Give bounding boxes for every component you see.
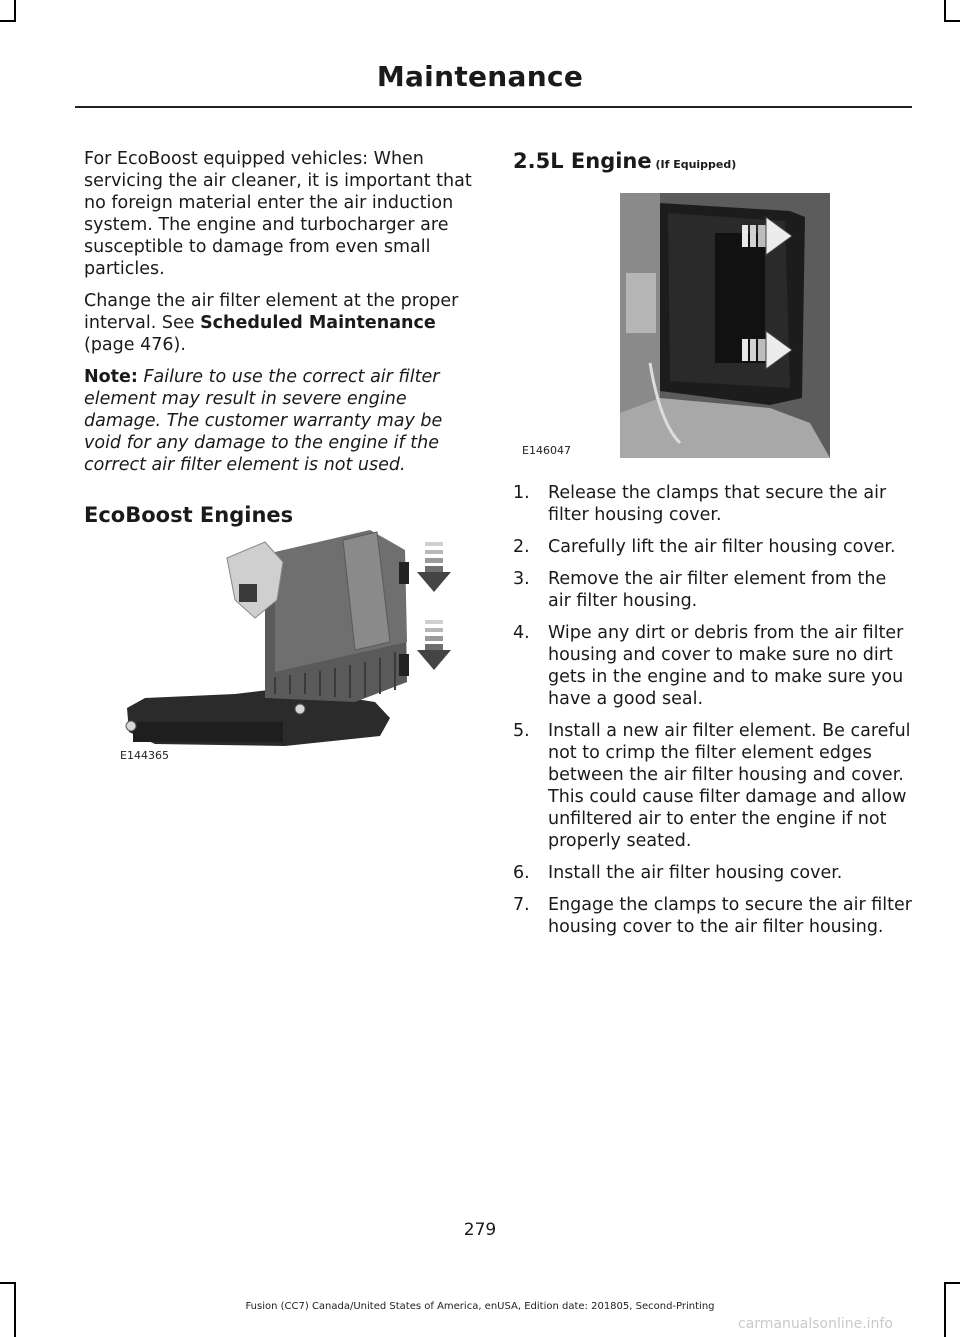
ecoboost-airbox-illustration <box>115 522 465 772</box>
step-text: Remove the air filter element from the air filter housing. <box>548 569 887 611</box>
step-text: Install the air filter housing cover. <box>548 863 843 883</box>
air-filter-interval-paragraph <box>84 290 480 356</box>
step-item <box>513 720 913 852</box>
figure-id-e144365: E144365 <box>120 749 169 762</box>
step-number: 2. <box>513 537 530 557</box>
engine-2-5l-airbox-illustration <box>620 193 830 458</box>
ecoboost-intro-paragraph: For EcoBoost equipped vehicles: When servicing the air cleaner, it is important that no foreign material enter the air induction system. The engine and turbocharger are susceptible to damage from even small particles. <box>84 149 472 279</box>
interval-text: Change the air filter element at the proper interval. See <box>84 291 459 333</box>
left-column <box>84 148 480 528</box>
step-item <box>513 536 913 558</box>
engine-2-5l-airbox-figure <box>620 193 830 458</box>
note-paragraph <box>84 366 480 476</box>
step-text: Wipe any dirt or debris from the air filter housing and cover to make sure no dirt gets in the engine and to make sure you have a good seal. <box>548 623 904 709</box>
header-divider <box>75 106 912 108</box>
note-text: Failure to use the correct air filter element may result in severe engine damage. The customer warranty may be void for any damage to the engine if the correct air filter element is not used. <box>84 367 443 475</box>
page-number: 279 <box>463 1220 497 1240</box>
step-item <box>513 622 913 710</box>
engine-2-5l-heading <box>513 148 913 178</box>
ecoboost-engines-heading: EcoBoost Engines <box>84 503 294 527</box>
step-number: 6. <box>513 863 530 883</box>
step-text: Install a new air filter element. Be careful not to crimp the filter element edges between the air filter housing and cover. This could cause filter damage and allow unfiltered air to enter the engine if not properly seated. <box>548 721 911 851</box>
ecoboost-airbox-figure <box>115 522 465 772</box>
page-reference: (page 476). <box>84 335 186 355</box>
engine-heading-text: 2.5L Engine <box>513 149 652 173</box>
right-column <box>513 148 913 178</box>
step-number: 5. <box>513 721 530 741</box>
figure-id-e146047: E146047 <box>522 444 571 457</box>
air-filter-steps-list <box>513 482 913 948</box>
note-label: Note: <box>84 367 138 387</box>
crop-mark-bottom-right-h <box>944 1282 960 1284</box>
step-number: 1. <box>513 483 530 503</box>
step-number: 4. <box>513 623 530 643</box>
step-item <box>513 568 913 612</box>
crop-mark-bottom-left-h <box>0 1282 16 1284</box>
crop-mark-top-left-h <box>0 20 16 22</box>
step-item <box>513 482 913 526</box>
step-item <box>513 894 913 938</box>
crop-mark-top-right-h <box>944 20 960 22</box>
step-text: Release the clamps that secure the air filter housing cover. <box>548 483 887 525</box>
step-number: 3. <box>513 569 530 589</box>
crop-mark-top-left-v <box>14 0 16 22</box>
watermark-text: carmanualsonline.info <box>738 1316 893 1332</box>
step-text: Engage the clamps to secure the air filter housing cover to the air filter housing. <box>548 895 912 937</box>
step-item <box>513 862 913 884</box>
step-number: 7. <box>513 895 530 915</box>
scheduled-maintenance-link[interactable]: Scheduled Maintenance <box>200 313 436 333</box>
step-text: Carefully lift the air filter housing cover. <box>548 537 896 557</box>
page-title: Maintenance <box>376 60 584 93</box>
if-equipped-label: (If Equipped) <box>651 158 737 171</box>
crop-mark-top-right-v <box>944 0 946 22</box>
edition-footer: Fusion (CC7) Canada/United States of America, enUSA, Edition date: 201805, Second-Printing <box>245 1301 715 1312</box>
